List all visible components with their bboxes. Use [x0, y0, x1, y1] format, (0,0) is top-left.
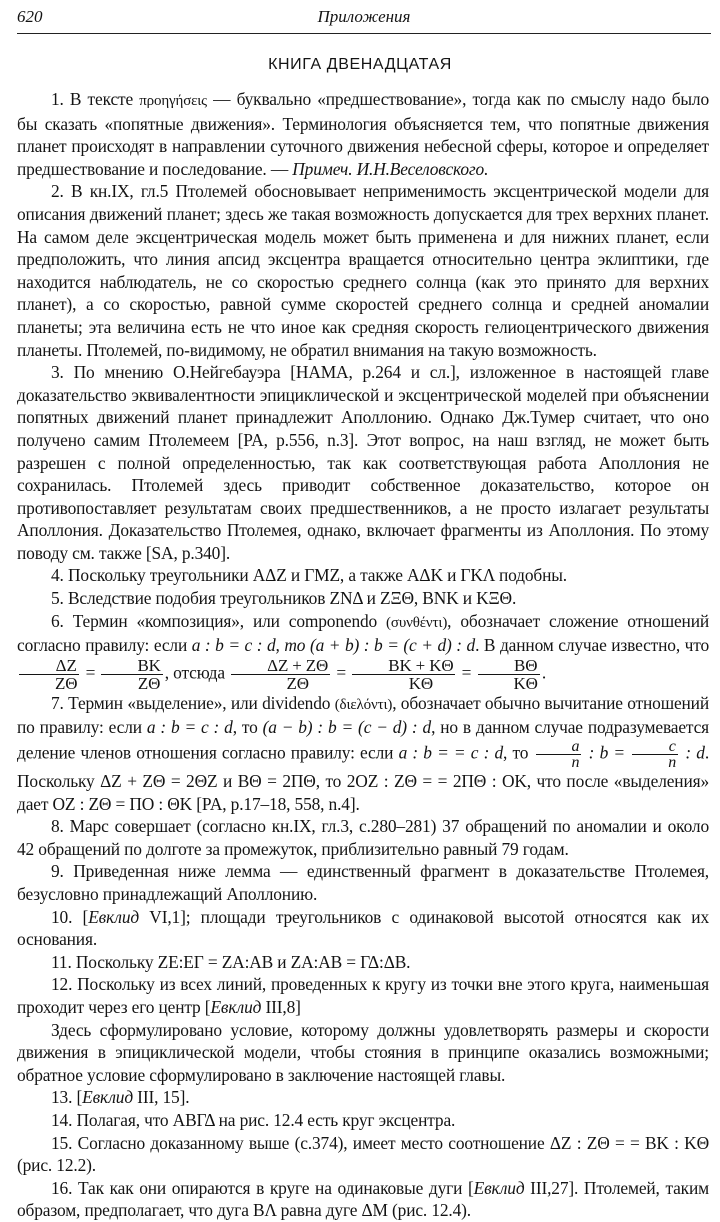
note-7 [17, 692, 709, 815]
denominator: ZΘ [137, 673, 161, 693]
note-text: , но в данном случае подразумевается деление членов отношения согласно правилу: если [17, 717, 709, 763]
note-text: , то [232, 717, 263, 738]
denominator: n [571, 754, 580, 772]
denominator: KΘ [513, 673, 538, 693]
numerator: BK + KΘ [352, 657, 455, 675]
equals-sign: = [85, 662, 96, 683]
fraction [19, 657, 79, 692]
denominator: KΘ [408, 673, 433, 693]
denominator: ZΘ [286, 673, 309, 693]
attribution: Примеч. И.Н.Веселовского. [292, 158, 489, 179]
note-9: 9. Приведенная ниже лемма — единственный фрагмент в доказательстве Птолемея, безусловно принадлежащий Аполлонию. [17, 861, 709, 904]
note-4: 4. Поскольку треугольники AΔZ и ΓMZ, а также AΔK и ΓKΛ подобны. [51, 565, 567, 586]
formula-rule: a : b = c : d [146, 717, 233, 738]
note-text: . Поскольку ΔZ + ZΘ = 2ΘZ и BΘ = 2ΠΘ, то 2OZ : ZΘ = = 2ΠΘ : OK, что после «выделения» дает OZ : ZΘ = ΠO : ΘK [PA, p.17–18, 558, n.4]. [17, 742, 710, 814]
note-text: III, 15]. [132, 1087, 190, 1108]
note-text: 7. Термин «выделение», или dividendo [51, 692, 335, 713]
note-text: , обозначает обычно вычитание отношений по правилу: если [17, 692, 709, 738]
chapter-title: КНИГА ДВЕНАДЦАТАЯ [268, 56, 452, 73]
note-text: , то [503, 742, 534, 763]
numerator: BK [101, 657, 162, 675]
denominator: n [668, 754, 677, 772]
fraction [478, 657, 540, 692]
note-2: 2. В кн.IX, гл.5 Птолемей обосновывает неприменимость эксцентрической модели для описания движений планет; здесь же такая возможность допускается для трех верхних планет. На самом деле эксцентрическая модель может быть применена и для нижних планет, если предположить, что линия апсид эксцентра вращается относительно центра эклиптики, где находится наблюдатель, не со скоростью среднего солнца (как это принято для верхних планет), а со скоростью, равной сумме скоростей среднего солнца и средней аномалии планеты; эта величина есть не что иное как средняя скорость гелиоцентрического движения планеты. Птолемей, по-видимому, не обратил внимания на такую возможность. [17, 181, 709, 360]
note-1 [17, 88, 709, 180]
note-text: III,27]. Птолемей, таким образом, предполагает, что дуга BΛ равна дуге ΔM (рис. 12.4). [17, 1177, 709, 1221]
running-head [17, 4, 711, 30]
section-title: Приложения [317, 7, 411, 26]
note-13 [17, 1086, 709, 1109]
fraction [101, 657, 162, 692]
fraction [536, 739, 582, 770]
note-text: 12. Поскольку из всех линий, проведенных к кругу из точки вне этого круга, наименьшая проходит через его центр [ [17, 974, 709, 1017]
greek-term: (διελόντι) [334, 696, 393, 713]
note-text: 13. [ [51, 1087, 83, 1108]
formula-rule: (a − b) : b = (c − d) : d [262, 717, 432, 738]
note-3: 3. По мнению О.Нейгебауэра [HAMA, p.264 и сл.], изложенное в настоящей главе доказательство эквивалентности эпициклической и эксцентрической моделей при объяснении попятных движений планет принадлежит Аполлонию. Однако Дж.Тумер считает, что оно получено самим Птолемеем [PA, p.556, n.3]. Этот вопрос, на наш взгляд, не может быть разрешен с полной определенностью, так как соответствующая работа Аполлония не сохранилась. Птолемей здесь приводит собственное доказательство, которое он противопоставляет результатам своих предшественников, а не просто излагает результаты Аполлония. Доказательство Птолемея, однако, включает фрагменты из Аполлония. По этому поводу см. также [SA, p.340]. [17, 362, 709, 563]
formula-rule: : d [680, 742, 705, 763]
formula-rule: a : b = c : d, то (a + b) : b = (c + d) : d [191, 635, 476, 656]
greek-term: προηγήσεις [139, 93, 207, 109]
note-16 [17, 1177, 709, 1222]
note-10 [17, 906, 709, 951]
note-6 [17, 610, 709, 692]
page-number: 620 [17, 7, 43, 26]
equals-sign: = [461, 662, 472, 683]
note-text: , обозначает сложение отношений согласно правилу: если [17, 610, 710, 656]
note-5: 5. Вследствие подобия треугольников ZNΔ и ZΞΘ, BNK и KΞΘ. [51, 588, 517, 609]
numerator: ΔZ + ZΘ [231, 657, 330, 675]
note-text: 16. Так как они опираются в круге на одинаковые дуги [ [51, 1177, 474, 1198]
note-text: . [541, 662, 547, 683]
numerator: a [536, 739, 582, 755]
denominator: ZΘ [55, 673, 78, 693]
note-11: 11. Поскольку ZE:EΓ = ZA:AB и ZA:AB = ΓΔ:ΔB. [51, 951, 411, 972]
note-text: 10. [ [51, 906, 89, 927]
fraction [632, 739, 678, 770]
note-14: 14. Полагая, что ABΓΔ на рис. 12.4 есть круг эксцентра. [51, 1109, 456, 1130]
equals-sign: = [336, 662, 347, 683]
citation-author: Евклид [473, 1177, 525, 1198]
fraction [231, 657, 330, 692]
note-text: III,8] [261, 996, 301, 1017]
numerator: BΘ [478, 657, 540, 675]
citation-author: Евклид [82, 1087, 133, 1108]
citation-author: Евклид [88, 906, 140, 927]
citation-author: Евклид [210, 996, 262, 1017]
note-12 [17, 973, 709, 1018]
numerator: c [632, 739, 678, 755]
notes-body [17, 88, 709, 1222]
note-12-continuation: Здесь сформулировано условие, которому должны удовлетворять размеры и скорости движения в эпициклической модели, чтобы стояния в принципе оказались возможными; обратное условие сформулировано в заключение настоящей главы. [17, 1019, 709, 1085]
note-15: 15. Согласно доказанному выше (с.374), имеет место соотношение ΔZ : ZΘ = = BK : KΘ (рис. 12.2). [17, 1132, 709, 1176]
numerator: ΔZ [19, 657, 79, 675]
note-text: 1. В тексте [51, 89, 140, 109]
greek-term: (συνθέντι) [386, 614, 448, 631]
formula-rule: a : b = = c : d [398, 742, 504, 763]
formula-rule: : b = [583, 742, 631, 763]
header-rule [17, 33, 711, 34]
note-text: . В данном случае известно, что [475, 635, 710, 656]
note-text: , отсюда [164, 662, 230, 683]
fraction [352, 657, 455, 692]
note-8: 8. Марс совершает (согласно кн.IX, гл.3, с.280–281) 37 обращений по аномалии и около 42 обращений по долготе за промежуток, приблизительно равный 79 годам. [17, 816, 709, 859]
note-text: VI,1]; площади треугольников с одинаковой высотой относятся как их основания. [17, 906, 709, 950]
note-text: 6. Термин «композиция», или componendo [51, 610, 387, 631]
note-text: — буквально «предшествование», тогда как по смыслу надо было бы сказать «попятные движения». Терминология объясняется тем, что попятные движения планет происходят в направлении суточного движения небесной сферы, которое и определяет предшествование и последование. — [17, 89, 709, 179]
